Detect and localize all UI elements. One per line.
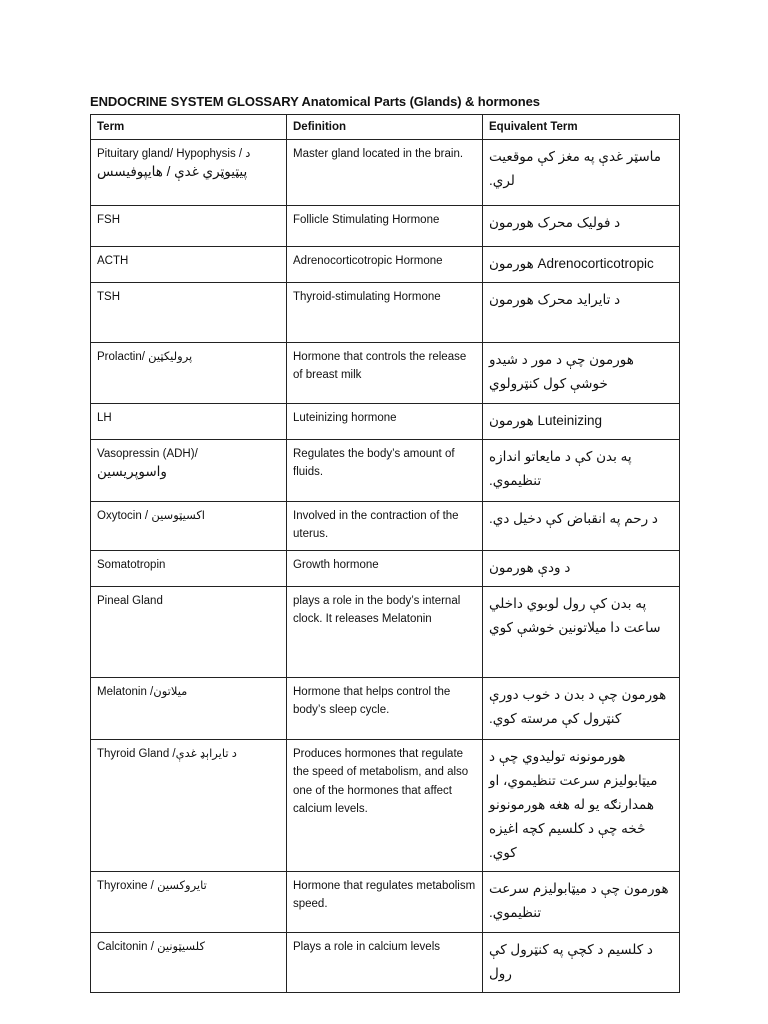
table-header-row <box>91 115 680 140</box>
table-row <box>91 932 680 992</box>
table-row <box>91 439 680 501</box>
column-header-term: Term <box>91 115 287 140</box>
equivalent-cell: هورمون چې د مور د شیدو خوشې کول کنټرولوي <box>483 342 680 403</box>
term-cell: Calcitonin / کلسیټونین <box>91 932 287 992</box>
equivalent-cell: د تایراید محرک هورمون <box>483 282 680 342</box>
table-row <box>91 246 680 282</box>
term-cell: FSH <box>91 205 287 246</box>
definition-cell: Plays a role in calcium levels <box>287 932 483 992</box>
definition-cell: Hormone that regulates metabolism speed. <box>287 871 483 932</box>
equivalent-cell: Adrenocorticotropic هورمون <box>483 246 680 282</box>
table-row <box>91 342 680 403</box>
table-row <box>91 282 680 342</box>
equivalent-cell: په بدن کې رول لوبوي داخلي ساعت دا میلاتونین خوشې کوي <box>483 586 680 677</box>
equivalent-cell: ماسټر غدې په مغز کې موقعیت لري. <box>483 139 680 205</box>
table-row <box>91 677 680 739</box>
definition-cell: Produces hormones that regulate the speed of metabolism, and also one of the hormones that affect calcium levels. <box>287 739 483 871</box>
equivalent-cell: هورمون چې د میټابولیزم سرعت تنظیموي. <box>483 871 680 932</box>
definition-cell: Involved in the contraction of the uterus. <box>287 501 483 550</box>
term-cell: Thyroid Gland /د تایراېډ غدې <box>91 739 287 871</box>
equivalent-cell: د کلسیم د کچې په کنټرول کې رول <box>483 932 680 992</box>
term-cell: LH <box>91 403 287 439</box>
definition-cell: Regulates the body’s amount of fluids. <box>287 439 483 501</box>
term-cell: Somatotropin <box>91 550 287 586</box>
equivalent-cell: هورمون چې د بدن د خوب دورې کنټرول کې مرسته کوي. <box>483 677 680 739</box>
definition-cell: Hormone that helps control the body’s sleep cycle. <box>287 677 483 739</box>
equivalent-cell: په بدن کې د مایعاتو اندازه تنظیموي. <box>483 439 680 501</box>
definition-cell: Hormone that controls the release of breast milk <box>287 342 483 403</box>
term-cell: Prolactin/ پرولیکټین <box>91 342 287 403</box>
definition-cell: Master gland located in the brain. <box>287 139 483 205</box>
term-pashto-text: پیټیوټري غدې / هایپوفیسس <box>97 164 248 179</box>
table-row <box>91 871 680 932</box>
term-cell: Oxytocin / اکسیټوسین <box>91 501 287 550</box>
equivalent-cell: Luteinizing هورمون <box>483 403 680 439</box>
term-text: Vasopressin (ADH)/ <box>97 447 198 460</box>
table-row <box>91 739 680 871</box>
definition-cell: Adrenocorticotropic Hormone <box>287 246 483 282</box>
term-cell <box>91 139 287 205</box>
document-title: ENDOCRINE SYSTEM GLOSSARY Anatomical Parts (Glands) & hormones <box>90 94 540 109</box>
term-pashto-text: واسوپریسین <box>97 464 167 479</box>
equivalent-cell: هورمونونه تولیدوي چې د میټابولیزم سرعت تنظیموي، او همدارنګه یو له هغه هورمونونو څخه چې د کلسیم کچه اغیزه کوي. <box>483 739 680 871</box>
term-cell: TSH <box>91 282 287 342</box>
definition-cell: Growth hormone <box>287 550 483 586</box>
equivalent-cell: د رحم په انقباض کې دخیل دي. <box>483 501 680 550</box>
term-cell: ACTH <box>91 246 287 282</box>
definition-cell: Luteinizing hormone <box>287 403 483 439</box>
equivalent-cell: د فولیک محرک هورمون <box>483 205 680 246</box>
definition-cell: Follicle Stimulating Hormone <box>287 205 483 246</box>
table-row <box>91 586 680 677</box>
table-row <box>91 139 680 205</box>
term-cell: Pineal Gland <box>91 586 287 677</box>
term-cell: Thyroxine / تایروکسین <box>91 871 287 932</box>
table-row <box>91 550 680 586</box>
term-cell <box>91 439 287 501</box>
table-row <box>91 205 680 246</box>
column-header-equivalent: Equivalent Term <box>483 115 680 140</box>
table-row <box>91 501 680 550</box>
column-header-definition: Definition <box>287 115 483 140</box>
definition-cell: plays a role in the body’s internal clock. It releases Melatonin <box>287 586 483 677</box>
equivalent-cell: د ودې هورمون <box>483 550 680 586</box>
glossary-table <box>90 114 680 993</box>
term-text: Pituitary gland/ Hypophysis / د <box>97 147 251 160</box>
table-row <box>91 403 680 439</box>
term-cell: Melatonin /میلاتون <box>91 677 287 739</box>
definition-cell: Thyroid-stimulating Hormone <box>287 282 483 342</box>
